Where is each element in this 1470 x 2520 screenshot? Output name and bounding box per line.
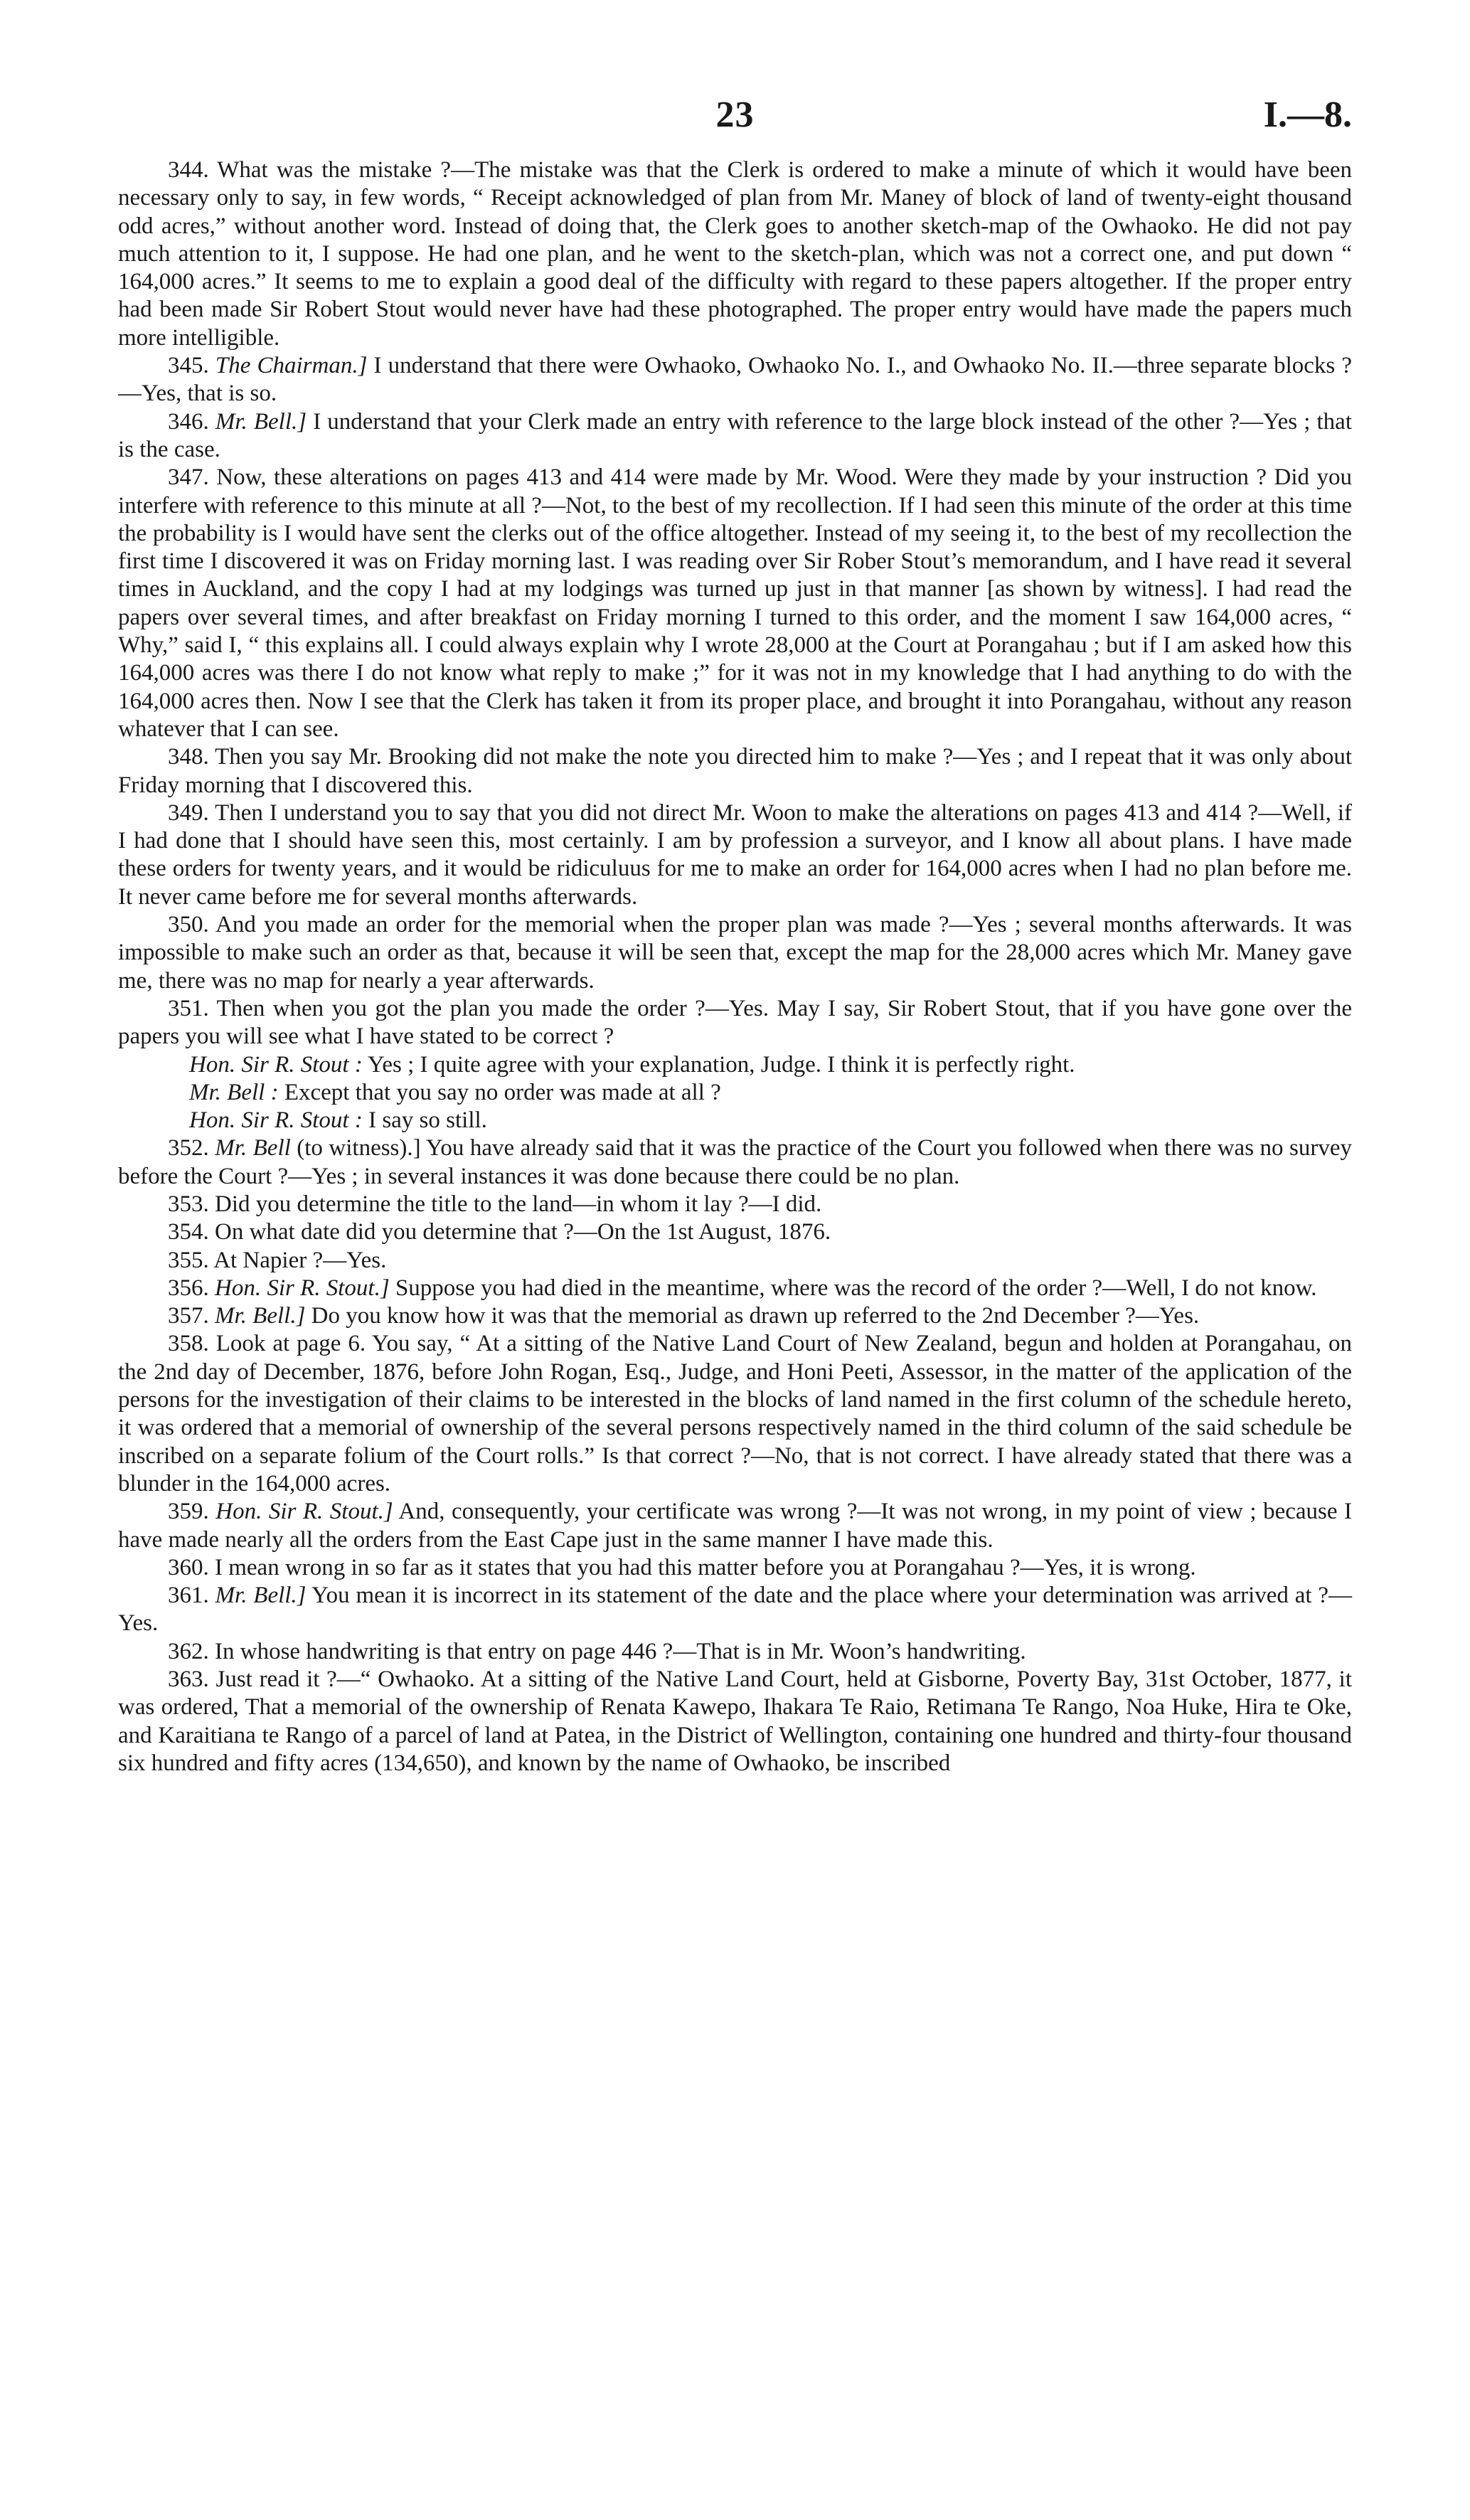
evidence-paragraph xyxy=(118,1191,1352,1218)
speaker-label: Mr. Bell.] xyxy=(215,1583,307,1609)
question-number: 362. xyxy=(168,1638,209,1664)
question-number: 359. xyxy=(168,1499,209,1525)
speaker-label: Hon. Sir R. Stout.] xyxy=(215,1275,390,1301)
evidence-paragraph xyxy=(118,1107,1352,1134)
evidence-paragraph xyxy=(118,995,1352,1051)
speaker-label: Mr. Bell.] xyxy=(215,1303,306,1329)
question-number: 361. xyxy=(168,1583,209,1609)
question-number: 355. xyxy=(168,1247,209,1273)
evidence-paragraph xyxy=(118,1275,1352,1302)
speaker-label: The Chairman.] xyxy=(215,353,368,379)
paragraph-text: Just read it ?—“ Owhaoko. At a sitting of the Native Land Court, held at Gisborne, Poverty Bay, 31st October, 1877, it was ordered, That a memorial of the ownership of Renata Kawepo, Ihakara Te Raio, Retimana Te Rango, Noa Huke, Hira te Oke, and Karaitiana te Rango of a parcel of land at Patea, in the District of Wellington, containing one hundred and thirty-four thousand six hundred and fifty acres (134,650), and known by the name of Owhaoko, be inscribed xyxy=(118,1666,1352,1776)
paragraph-text: Then when you got the plan you made the order ?—Yes. May I say, Sir Robert Stout, that if you have gone over the papers you will see what I have stated to be correct ? xyxy=(118,995,1352,1050)
evidence-paragraph xyxy=(118,1638,1352,1666)
question-number: 354. xyxy=(168,1219,209,1245)
speaker-label: Hon. Sir R. Stout : xyxy=(189,1107,363,1134)
paragraph-text: Now, these alterations on pages 413 and 414 were made by Mr. Wood. Were they made by your instruction ? Did you interfere with reference to this minute at all ?—Not, to the best of my recollection. If I had seen this minute of the order at this time the probability is I would have sent the clerks out of the office altogether. Instead of my seeing it, to the best of my recollection the first time I discovered it was on Friday morning last. I was reading over Sir Rober Stout’s memorandum, and I have read it several times in Auckland, and the copy I had at my lodgings was turned up just in that manner [as shown by witness]. I had read the papers over several times, and after breakfast on Friday morning I turned to this order, and the moment I saw 164,000 acres, “ Why,” said I, “ this explains all. I could always explain why I wrote 28,000 at the Court at Porangahau ; but if I am asked how this 164,000 acres was there I do not know what reply to make ;” for it was not in my knowledge that I had anything to do with the 164,000 acres then. Now I see that the Clerk has taken it from its proper place, and brought it into Porangahau, without any reason whatever that I can see. xyxy=(118,464,1353,742)
paragraph-text: I say so still. xyxy=(368,1107,487,1134)
paragraph-text: And, consequently, your certificate was wrong ?—It was not wrong, in my point of view ; because I have made nearly all the orders from the East Cape just in the same manner I have made this. xyxy=(118,1499,1353,1553)
question-number: 353. xyxy=(168,1191,209,1217)
paragraph-text: And you made an order for the memorial when the proper plan was made ?—Yes ; several months afterwards. It was impossible to make such an order as that, because it will be seen that, except the map for the 28,000 acres which Mr. Maney gave me, there was no map for nearly a year afterwards. xyxy=(118,912,1352,994)
evidence-paragraph xyxy=(118,799,1352,911)
question-number: 348. xyxy=(168,744,209,770)
paragraph-text: I understand that there were Owhaoko, Owhaoko No. I., and Owhaoko No. II.—three separate blocks ?—Yes, that is so. xyxy=(118,353,1353,407)
paper-code: I.—8. xyxy=(1263,95,1352,135)
paragraph-text: Except that you say no order was made at all ? xyxy=(284,1079,721,1105)
evidence-paragraph xyxy=(118,1498,1352,1554)
evidence-paragraph xyxy=(118,1330,1352,1498)
speaker-label: Hon. Sir R. Stout : xyxy=(189,1051,363,1078)
paragraph-text: Did you determine the title to the land—in whom it lay ?—I did. xyxy=(215,1191,822,1217)
page-number: 23 xyxy=(715,95,755,135)
evidence-paragraph xyxy=(118,352,1352,408)
evidence-paragraph xyxy=(118,1582,1352,1638)
speaker-label: Mr. Bell.] xyxy=(215,408,307,435)
speaker-label: Mr. Bell : xyxy=(189,1079,279,1105)
question-number: 357. xyxy=(168,1303,209,1329)
paragraph-text: (to witness).] You have already said that it was the practice of the Court you followed when there was no survey before the Court ?—Yes ; in several instances it was done because there could be no plan. xyxy=(118,1135,1352,1189)
paragraph-text: What was the mistake ?—The mistake was that the Clerk is ordered to make a minute of which it would have been necessary only to say, in few words, “ Receipt acknowledged of plan from Mr. Maney of block of land of twenty-eight thousand odd acres,” without another word. Instead of doing that, the Clerk goes to another sketch-map of the Owhaoko. He did not pay much attention to it, I suppose. He had one plan, and he went to the sketch-plan, which was not a correct one, and put down “ 164,000 acres.” It seems to me to explain a good deal of the difficulty with regard to these papers altogether. If the proper entry had been made Sir Robert Stout would never have had these photographed. The proper entry would have made the papers much more intelligible. xyxy=(118,157,1353,351)
question-number: 349. xyxy=(168,799,209,826)
question-number: 344. xyxy=(168,157,209,183)
evidence-paragraph xyxy=(118,1079,1352,1107)
paragraph-text: On what date did you determine that ?—On the 1st August, 1876. xyxy=(215,1219,831,1245)
question-number: 346. xyxy=(168,408,209,435)
question-number: 358. xyxy=(168,1331,209,1357)
question-number: 350. xyxy=(168,912,209,938)
evidence-paragraph xyxy=(118,408,1352,464)
evidence-paragraph xyxy=(118,1051,1352,1079)
evidence-paragraph xyxy=(118,743,1352,799)
paragraph-text: Then I understand you to say that you did not direct Mr. Woon to make the alterations on pages 413 and 414 ?—Well, if I had done that I should have seen this, most certainly. I am by profession a surveyor, and I know all about plans. I have made these orders for twenty years, and it would be ridiculuus for me to make an order for 164,000 acres when I had no plan before me. It never came before me for several months afterwards. xyxy=(118,799,1352,910)
page-header xyxy=(118,91,1352,156)
paragraph-text: I mean wrong in so far as it states that you had this matter before you at Porangahau ?—Yes, it is wrong. xyxy=(215,1554,1196,1580)
paragraph-text: Do you know how it was that the memorial as drawn up referred to the 2nd December ?—Yes. xyxy=(311,1303,1200,1329)
paragraph-text: In whose handwriting is that entry on page 446 ?—That is in Mr. Woon’s handwriting. xyxy=(215,1638,1026,1664)
paragraph-text: Then you say Mr. Brooking did not make the note you directed him to make ?—Yes ; and I repeat that it was only about Friday morning that I discovered this. xyxy=(118,744,1352,798)
evidence-paragraph xyxy=(118,464,1352,743)
question-number: 351. xyxy=(168,995,209,1021)
evidence-paragraph xyxy=(118,1247,1352,1275)
minutes-of-evidence xyxy=(118,156,1352,1777)
question-number: 345. xyxy=(168,353,209,379)
speaker-label: Hon. Sir R. Stout.] xyxy=(215,1499,393,1525)
speaker-label: Mr. Bell xyxy=(215,1135,291,1161)
evidence-paragraph xyxy=(118,1302,1352,1330)
paragraph-text: Suppose you had died in the meantime, where was the record of the order ?—Well, I do not know. xyxy=(395,1275,1317,1301)
evidence-paragraph xyxy=(118,1666,1352,1777)
question-number: 352. xyxy=(168,1135,209,1161)
paragraph-text: You mean it is incorrect in its statement of the date and the place where your determination was arrived at ?—Yes. xyxy=(118,1583,1352,1637)
question-number: 347. xyxy=(168,464,209,491)
paragraph-text: Yes ; I quite agree with your explanation, Judge. I think it is perfectly right. xyxy=(367,1051,1075,1078)
question-number: 356. xyxy=(168,1275,209,1301)
question-number: 363. xyxy=(168,1666,209,1693)
question-number: 360. xyxy=(168,1554,209,1580)
evidence-paragraph xyxy=(118,911,1352,995)
evidence-paragraph xyxy=(118,156,1352,352)
paragraph-text: At Napier ?—Yes. xyxy=(213,1247,387,1273)
evidence-paragraph xyxy=(118,1554,1352,1582)
evidence-paragraph xyxy=(118,1134,1352,1191)
paragraph-text: I understand that your Clerk made an entry with reference to the large block instead of the other ?—Yes ; that is the case. xyxy=(118,408,1352,462)
evidence-paragraph xyxy=(118,1218,1352,1246)
paragraph-text: Look at page 6. You say, “ At a sitting of the Native Land Court of New Zealand, begun and holden at Porangahau, on the 2nd day of December, 1876, before John Rogan, Esq., Judge, and Honi Peeti, Assessor, in the matter of the application of the persons for the investigation of their claims to be interested in the blocks of land named in the first column of the schedule hereto, it was ordered that a memorial of ownership of the several persons respectively named in the third column of the said schedule be inscribed on a separate folium of the Court rolls.” Is that correct ?—No, that is not correct. I have already stated that there was a blunder in the 164,000 acres. xyxy=(118,1331,1353,1496)
